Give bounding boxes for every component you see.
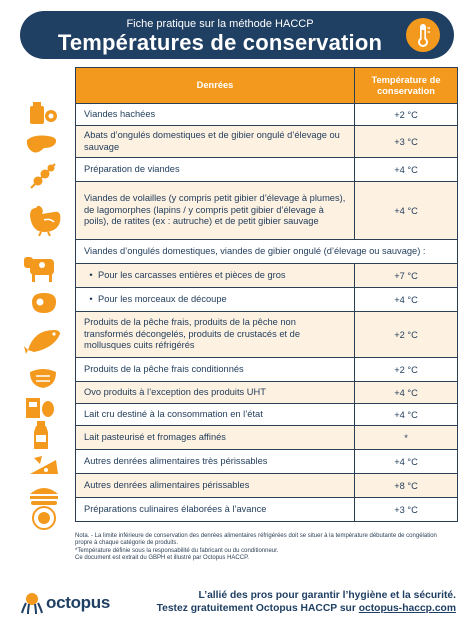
bullet-icon: • — [89, 269, 93, 280]
temperature-value: +4 °C — [355, 158, 458, 182]
website-link[interactable]: octopus-haccp.com — [358, 603, 456, 614]
product-name: Préparation de viandes — [76, 158, 355, 182]
table-row — [76, 498, 458, 522]
footnote: Nota. - La limite inférieure de conservation des denrées alimentaires réfrigérées doit se situer à la température débutante de congélation propre à chaque catégorie de produits. — [75, 533, 437, 547]
temperature-value: +3 °C — [355, 498, 458, 522]
footer-tagline — [157, 589, 456, 615]
skewer-icon — [28, 162, 58, 190]
table-row — [76, 426, 458, 450]
temperature-value: +2 °C — [355, 358, 458, 382]
table-row — [76, 312, 458, 358]
temperature-value: +2 °C — [355, 312, 458, 358]
temperature-value: +4 °C — [355, 288, 458, 312]
product-name-text: Pour les morceaux de découpe — [98, 293, 227, 304]
temperature-table — [75, 67, 458, 522]
table-row — [76, 264, 458, 288]
product-name: Abats d’ongulés domestiques et de gibier ongulé d’élevage ou sauvage — [76, 126, 355, 158]
product-name: Ovo produits à l’exception des produits UHT — [76, 382, 355, 404]
minced-meat-icon — [26, 100, 60, 128]
table-row — [76, 358, 458, 382]
table-row — [76, 382, 458, 404]
sandwich-icon — [28, 482, 60, 506]
steak-icon — [28, 290, 60, 316]
table-row — [76, 126, 458, 158]
footnotes — [75, 533, 445, 563]
octopus-logo — [20, 589, 140, 619]
table-row — [76, 182, 458, 240]
temperature-value: +4 °C — [355, 382, 458, 404]
cheese-icon — [28, 454, 60, 480]
product-name — [76, 288, 355, 312]
temperature-value: +4 °C — [355, 404, 458, 426]
brand-name: octopus — [46, 593, 111, 612]
temperature-value: +7 °C — [355, 264, 458, 288]
product-name: Viandes hachées — [76, 104, 355, 126]
fish-steak-icon — [28, 366, 58, 390]
tagline-line1: L’allié des pros pour garantir l’hygiène et la sécurité. — [198, 590, 456, 601]
prepared-dish-icon — [28, 506, 60, 530]
column-header-product: Denrées — [76, 68, 355, 104]
temperature-value: +3 °C — [355, 126, 458, 158]
table-row — [76, 450, 458, 474]
product-name: Autres denrées alimentaires périssables — [76, 474, 355, 498]
table-row — [76, 158, 458, 182]
page-title: Températures de conservation — [57, 30, 383, 55]
page-header — [20, 11, 454, 59]
product-name: Préparations culinaires élaborées à l’avance — [76, 498, 355, 522]
temperature-value: +2 °C — [355, 104, 458, 126]
temperature-value: * — [355, 426, 458, 450]
table-row — [76, 240, 458, 264]
footnote: Ce document est extrait du GBPH et illustré par Octopus HACCP. — [75, 555, 249, 562]
column-header-temperature: Température de conservation — [355, 68, 458, 104]
page-subtitle: Fiche pratique sur la méthode HACCP — [126, 18, 314, 30]
liver-icon — [24, 132, 60, 156]
table-row — [76, 104, 458, 126]
product-name: Produits de la pêche frais conditionnés — [76, 358, 355, 382]
egg-carton-icon — [24, 392, 60, 420]
product-name: Lait cru destiné à la consommation en l’état — [76, 404, 355, 426]
table-row — [76, 474, 458, 498]
product-group-label: Viandes d’ongulés domestiques, viandes de gibier ongulé (d’élevage ou sauvage) : — [76, 240, 458, 264]
product-name: Produits de la pêche frais, produits de la pêche non transformés décongelés, produits de crustacés et de mollusques cuits réfrigérés — [76, 312, 355, 358]
product-name-text: Pour les carcasses entières et pièces de gros — [98, 269, 286, 280]
product-name: Autres denrées alimentaires très périssables — [76, 450, 355, 474]
milk-bottle-icon — [30, 420, 52, 450]
product-name: Lait pasteurisé et fromages affinés — [76, 426, 355, 450]
footnote: *Température définie sous la responsabilité du fabricant ou du conditionneur. — [75, 547, 279, 554]
thermometer-icon — [406, 18, 440, 52]
cow-icon — [22, 253, 60, 283]
tagline-line2 — [157, 602, 456, 615]
octopus-icon — [20, 591, 44, 615]
chicken-icon — [24, 200, 64, 236]
product-name: Viandes de volailles (y compris petit gibier d’élevage à plumes), de lagomorphes (lapins / y compris petit gibier d’élevage à poils), de ratites (ex : autruche) et de petit gibier sauvage — [76, 182, 355, 240]
temperature-value: +8 °C — [355, 474, 458, 498]
table-row — [76, 288, 458, 312]
table-row — [76, 404, 458, 426]
product-name — [76, 264, 355, 288]
temperature-value: +4 °C — [355, 182, 458, 240]
fish-icon — [24, 324, 64, 356]
temperature-value: +4 °C — [355, 450, 458, 474]
tagline-prefix: Testez gratuitement Octopus HACCP sur — [156, 603, 359, 614]
bullet-icon: • — [89, 293, 93, 304]
